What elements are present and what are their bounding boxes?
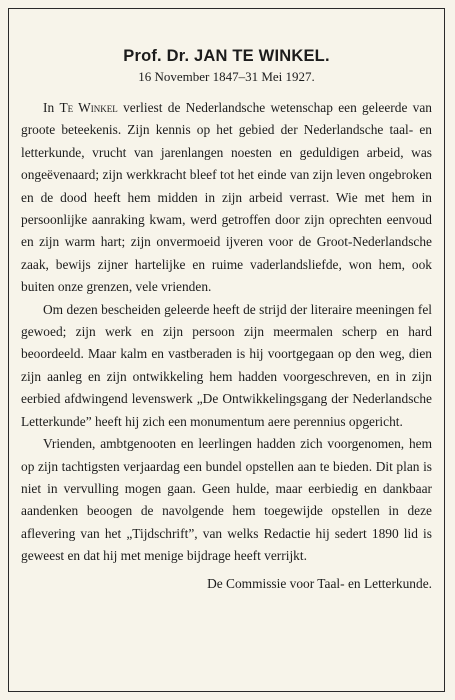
paragraph-2: Om dezen bescheiden geleerde heeft de strijd der literaire meeningen fel gewoed; zijn werk en zijn persoon zijn meermalen scherp en hard beoordeeld. Maar kalm en vastberaden is hij voortgegaan op den weg, dien zijn aanleg en zijn ontwikkeling hem hadden voorgeschreven, en in zijn eerbied afdwingend levenswerk „De Ontwikkelingsgang der Nederlandsche Letterkunde” heeft hij zich een monumentum aere perennius opgericht. <box>21 301 432 429</box>
paragraph-1-lead: In <box>43 100 55 115</box>
obituary-body <box>21 97 432 568</box>
obituary-content <box>21 17 432 683</box>
signature: De Commissie voor Taal- en Letterkunde. <box>207 575 432 591</box>
obituary-title: Prof. Dr. JAN TE WINKEL. <box>123 47 330 65</box>
paragraph-1 <box>21 97 432 299</box>
page-border <box>8 8 445 692</box>
paragraph-1-text: verliest de Nederlandsche wetenschap een geleerde van groote beteekenis. Zijn kennis op het gebied der Nederlandsche taal- en letterkunde, vrucht van jarenlangen noesten en geduldigen arbeid, was ongeëvenaard; zijn werkkracht bleef tot het einde van zijn leven ongebroken en de dood heeft hem midden in zijn arbeid verrast. Wie met hem in persoonlijke aanraking kwam, werd getroffen door zijn oprechten eenvoud en zijn warm hart; zijn onvermoeid ijveren voor de Groot-Nederlandsche zaak, bewijs zijner hartelijke en ruime vaderlandsliefde, won hem, ook buiten onze grenzen, vele vrienden. <box>21 100 433 295</box>
paragraph-3: Vrienden, ambtgenooten en leerlingen hadden zich voorgenomen, hem op zijn tachtigsten verjaardag een bundel opstellen aan te bieden. Dit plan is niet in vervulling mogen gaan. Geen hulde, maar eerbiedig en dankbaar aandenken beoogen de navolgende hem toegewijde opstellen in deze aflevering van het „Tijdschrift”, van welks Redactie hij sedert 1890 lid is geweest en dat hij met menige bijdrage heeft verrijkt. <box>21 436 432 564</box>
person-name: Te Winkel <box>59 100 118 115</box>
life-dates: 16 November 1847–31 Mei 1927. <box>138 69 315 84</box>
